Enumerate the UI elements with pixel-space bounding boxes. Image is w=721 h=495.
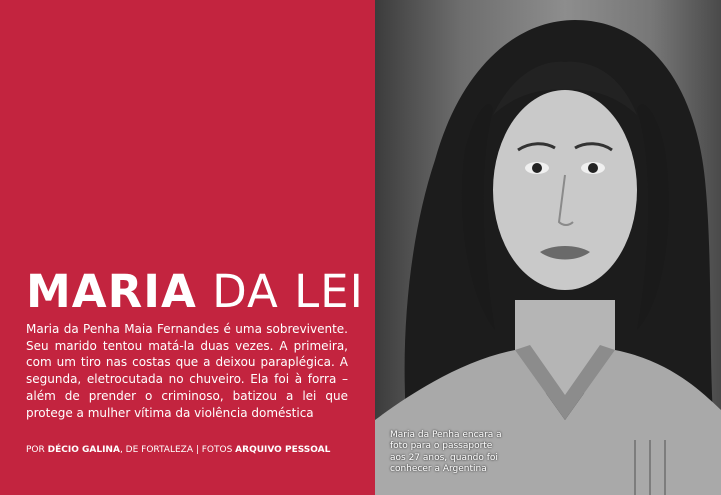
portrait-photo xyxy=(375,0,721,495)
byline xyxy=(26,444,366,456)
byline-label: POR xyxy=(26,445,45,455)
headline-light: DA LEI xyxy=(212,265,364,318)
author-name: DÉCIO GALINA xyxy=(47,445,120,455)
photo-caption: Maria da Penha encara a foto para o passaporte aos 27 anos, quando foi conhecer a Argentina xyxy=(390,430,502,474)
headline xyxy=(26,266,364,318)
headline-bold: MARIA xyxy=(26,265,197,318)
portrait-illustration xyxy=(375,0,721,495)
byline-location: , DE FORTALEZA | FOTOS xyxy=(119,445,233,455)
lead-paragraph: Maria da Penha Maia Fernandes é uma sobrevivente. Seu marido tentou matá-la duas vezes. A primeira, com um tiro nas costas que a deixou paraplégica. A segunda, eletrocutada no chuveiro. Ela foi à forra – além de prender o criminoso, batizou a lei que protege a mulher vítima da violência doméstica xyxy=(26,322,348,420)
photo-credit: ARQUIVO PESSOAL xyxy=(235,445,331,455)
